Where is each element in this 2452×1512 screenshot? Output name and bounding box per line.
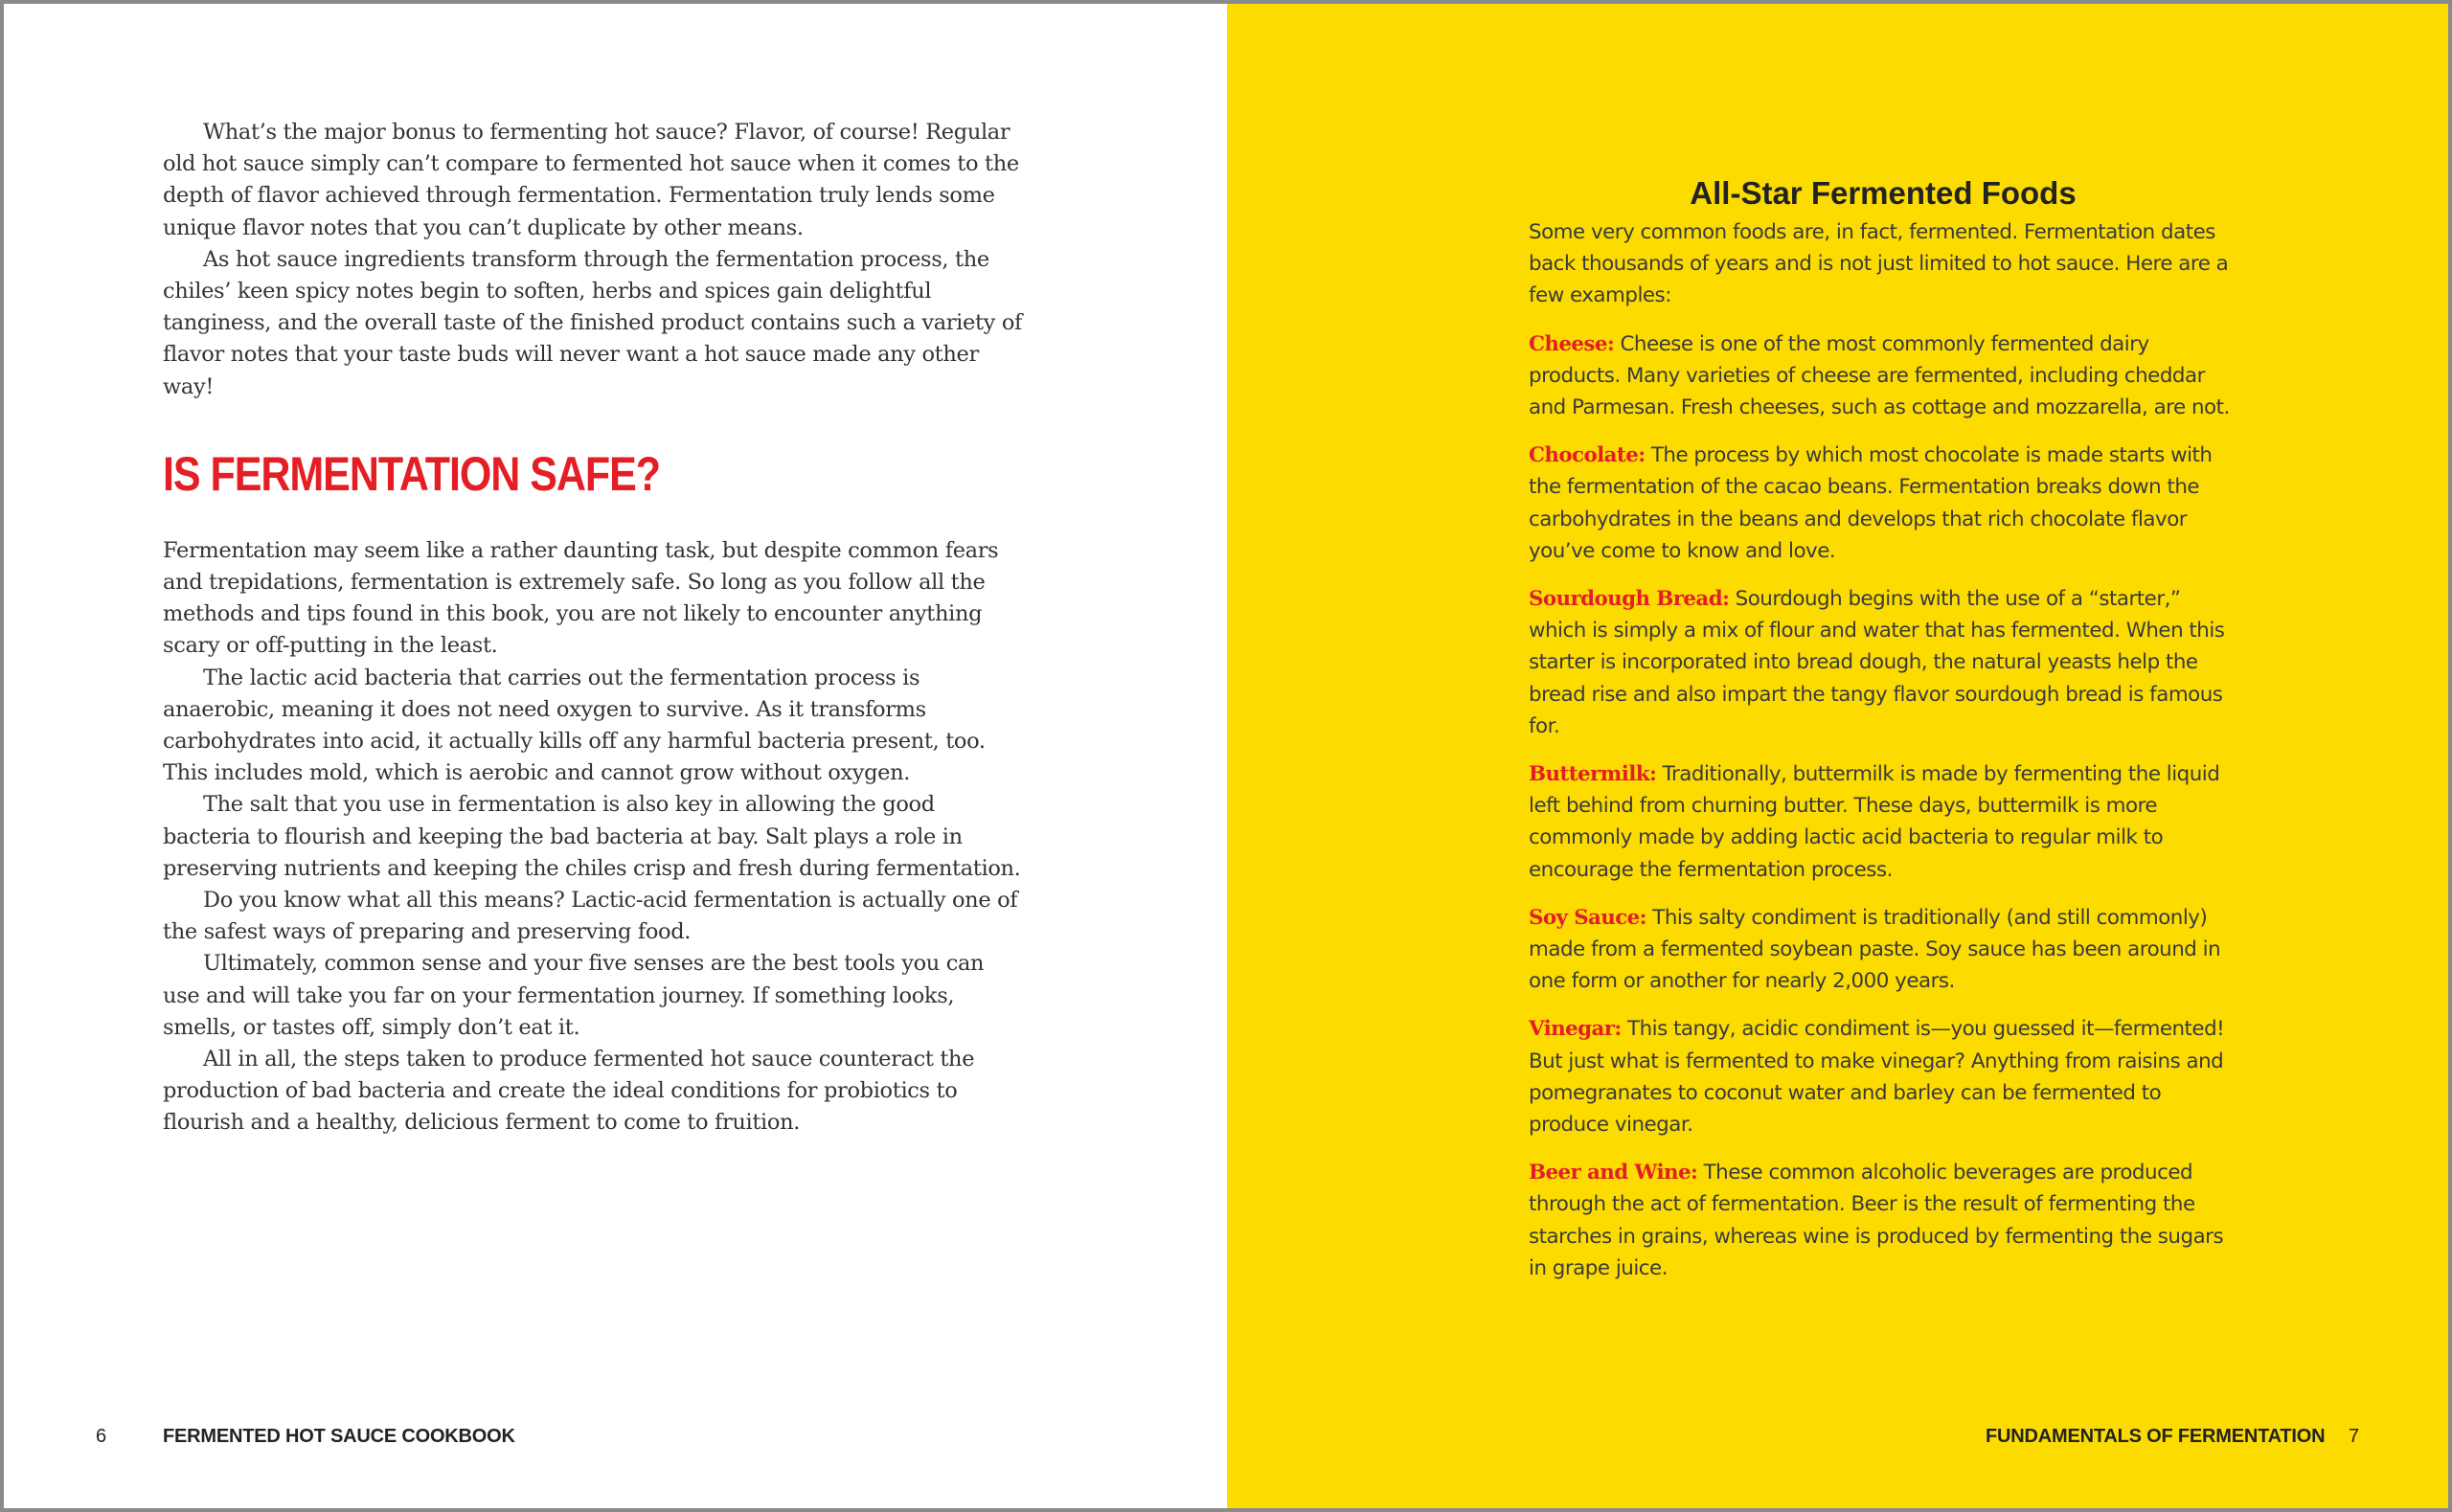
item-term: Buttermilk: <box>1529 762 1657 787</box>
left-body-text <box>163 117 1025 1140</box>
item-text: This tangy, acidic condiment is—you guessed it—fermented! But just what is fermented to make vinegar? Anything from raisins and pomegranates to coconut water and barley can be fermented to produce vinegar. <box>1529 1017 2225 1138</box>
body-paragraph: Fermentation may seem like a rather daunting task, but despite common fears and trepidations, fermentation is extremely safe. So long as you follow all the methods and tips found in this book, you are not likely to encounter anything scary or off-putting in the least. <box>163 537 999 659</box>
intro-paragraph: What’s the major bonus to fermenting hot sauce? Flavor, of course! Regular old hot sauce simply can’t compare to fermented hot sauce when it comes to the depth of flavor achieved through fermentation. Fermentation truly lends some unique flavor notes that you can’t duplicate by other means. <box>163 120 1019 240</box>
left-page <box>4 4 1227 1508</box>
section-heading: IS FERMENTATION SAFE? <box>163 446 661 501</box>
sidebar-intro: Some very common foods are, in fact, fermented. Fermentation dates back thousands of years and is not just limited to hot sauce. Here are a few examples: <box>1529 220 2229 308</box>
fermented-foods-sidebar <box>1529 174 2237 1300</box>
body-paragraph: The salt that you use in fermentation is also key in allowing the good bacteria to flourish and keeping the bad bacteria at bay. Salt plays a role in preserving nutrients and keeping the chiles crisp and fresh during fermentation. <box>163 792 1021 881</box>
body-paragraph: Do you know what all this means? Lactic-acid fermentation is actually one of the safest ways of preparing and preserving food. <box>163 888 1018 945</box>
body-paragraph: The lactic acid bacteria that carries out the fermentation process is anaerobic, meaning it does not need oxygen to survive. As it transforms carbohydrates into acid, it actually kills off any harmful bacteria present, too. This includes mold, which is aerobic and cannot grow without oxygen. <box>163 665 986 786</box>
body-paragraph: Ultimately, common sense and your five senses are the best tools you can use and will take you far on your fermentation journey. If something looks, smells, or tastes off, simply don’t eat it. <box>163 951 985 1040</box>
item-text: These common alcoholic beverages are produced through the act of fermentation. Beer is the result of fermenting the starches in grains, whereas wine is produced by fermenting the sugars in grape juice. <box>1529 1161 2224 1280</box>
sidebar-title: All-Star Fermented Foods <box>1690 175 2077 211</box>
sidebar-item <box>1529 902 2237 998</box>
item-term: Beer and Wine: <box>1529 1161 1698 1185</box>
item-text: This salty condiment is traditionally (and still commonly) made from a fermented soybean paste. Soy sauce has been around in one form or another for nearly 2,000 years. <box>1529 905 2221 994</box>
item-term: Soy Sauce: <box>1529 905 1646 930</box>
right-page-sidebar <box>1227 4 2448 1508</box>
body-paragraph: All in all, the steps taken to produce fermented hot sauce counteract the production of bad bacteria and create the ideal conditions for probiotics to flourish and a healthy, delicious ferment to come to fruition. <box>163 1047 975 1136</box>
page-number-right: 7 <box>2349 1426 2360 1447</box>
item-text: Sourdough begins with the use of a “starter,” which is simply a mix of flour and water that has fermented. When this starter is incorporated into bread dough, the natural yeasts help the bread rise and also impart the tangy flavor sourdough bread is famous for. <box>1529 587 2225 738</box>
book-spread <box>4 4 2448 1508</box>
item-text: Cheese is one of the most commonly fermented dairy products. Many varieties of cheese are fermented, including cheddar and Parmesan. Fresh cheeses, such as cottage and mozzarella, are not. <box>1529 331 2230 420</box>
item-text: Traditionally, buttermilk is made by fermenting the liquid left behind from churning butter. These days, buttermilk is more commonly made by adding lactic acid bacteria to regular milk to encourage the fermentation process. <box>1529 762 2220 882</box>
item-text: The process by which most chocolate is made starts with the fermentation of the cacao beans. Fermentation breaks down the carbohydrates in the beans and develops that rich chocolate flavor you’ve come to know and love. <box>1529 443 2213 563</box>
item-term: Sourdough Bread: <box>1529 587 1730 612</box>
sidebar-item <box>1529 440 2237 567</box>
sidebar-item <box>1529 758 2237 886</box>
sidebar-item <box>1529 328 2237 424</box>
sidebar-item <box>1529 1013 2237 1140</box>
intro-paragraph: As hot sauce ingredients transform through the fermentation process, the chiles’ keen spicy notes begin to soften, herbs and spices gain delightful tanginess, and the overall taste of the finished product contains such a variety of flavor notes that your taste buds will never want a hot sauce made any other way! <box>163 246 1022 399</box>
sidebar-item <box>1529 1157 2237 1284</box>
page-number-left: 6 <box>96 1426 107 1447</box>
item-term: Chocolate: <box>1529 443 1646 468</box>
sidebar-item <box>1529 583 2237 742</box>
running-head-right: FUNDAMENTALS OF FERMENTATION <box>1986 1426 2326 1447</box>
item-term: Cheese: <box>1529 331 1615 356</box>
running-head-left: FERMENTED HOT SAUCE COOKBOOK <box>163 1426 515 1447</box>
item-term: Vinegar: <box>1529 1017 1622 1042</box>
